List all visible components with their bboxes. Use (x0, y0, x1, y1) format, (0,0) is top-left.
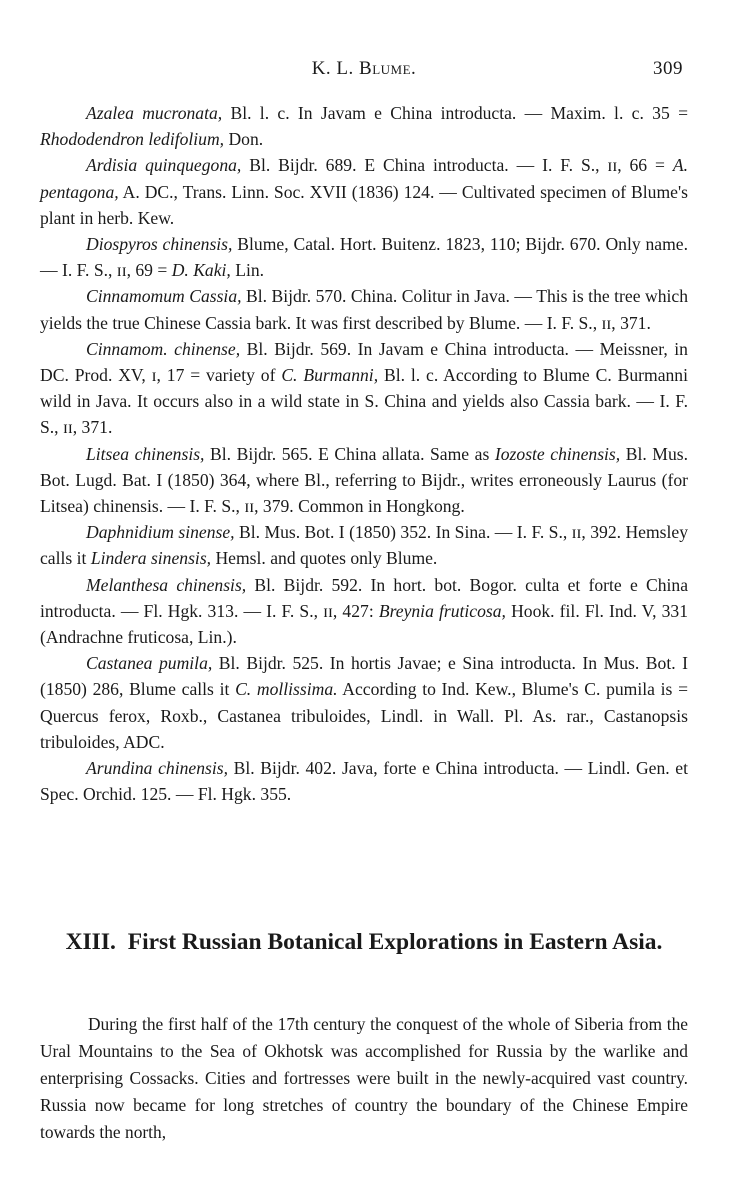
section-number: XIII. (65, 929, 116, 955)
species-name: Litsea chinensis, (86, 443, 205, 464)
species-entry (40, 650, 688, 755)
species-name: Ardisia quinquegona, (86, 155, 242, 176)
species-synonym: D. Kaki, (171, 260, 231, 281)
species-entry (40, 231, 688, 283)
species-name: Cinnamomum Cassia, (86, 286, 242, 307)
running-head-title: K. L. Blume. (311, 58, 417, 79)
species-entry (40, 283, 688, 335)
entry-text: Bl. Bijdr. 592. In hort. bot. Bogor. culta et forte e China introducta. — Fl. Hgk. 313. — I. F. S., ɪɪ, 427: (40, 574, 689, 621)
species-name: Castanea pumila, (86, 653, 213, 674)
species-synonym: Breynia fruticosa, (378, 600, 506, 621)
entry-text: Blume, Catal. Hort. Buitenz. 1823, 110; Bijdr. 670. Only name. — I. F. S., ɪɪ, 69 = (40, 234, 688, 281)
species-entry (40, 519, 688, 571)
species-name: Arundina chinensis, (86, 758, 228, 779)
book-page (40, 0, 688, 1200)
running-head (40, 58, 688, 86)
entry-text-continued: Bl. Mus. Bot. Lugd. Bat. I (1850) 364, where Bl., referring to Bijdr., writes erroneously Laurus (for Litsea) chinensis. — I. F. S., ɪɪ, 379. Common in Hongkong. (40, 443, 688, 517)
entry-text: Bl. Mus. Bot. I (1850) 352. In Sina. — I. F. S., ɪɪ, 392. Hemsley calls it (40, 522, 689, 569)
entry-text: Bl. Bijdr. 689. E China introducta. — I. F. S., ɪɪ, 66 = (241, 155, 673, 176)
species-synonym: Lindera sinensis, (90, 548, 212, 569)
entry-text-continued: Lin. (230, 260, 265, 281)
species-synonym: Rhododendron ledifolium, (40, 129, 225, 150)
species-entries (40, 100, 688, 807)
species-synonym: Iozoste chinensis, (494, 443, 621, 464)
entry-text-continued: Hemsl. and quotes only Blume. (211, 548, 438, 569)
entry-text: Bl. Bijdr. 565. E China allata. Same as (204, 443, 495, 464)
species-synonym: C. Burmanni, (281, 365, 379, 386)
page-number: 309 (653, 58, 683, 79)
species-entry (40, 100, 688, 152)
intro-paragraph: During the first half of the 17th century the conquest of the whole of Siberia from the Ural Mountains to the Sea of Okhotsk was accomplished for Russia by the warlike and enterprising Cossacks. Cities and fortresses were built in the newly-acquired vast country. Russia now became for long stretches of country the boundary of the Chinese Empire towards the north, (40, 1014, 688, 1142)
entry-text-continued: Don. (224, 129, 264, 150)
entry-text-continued: According to Ind. Kew., Blume's C. pumila is = Quercus ferox, Roxb., Castanea tribuloides, Lindl. in Wall. Pl. As. rar., Castanopsis tribuloides, ADC. (40, 679, 688, 752)
species-entry (40, 755, 688, 807)
entry-text-continued: Bl. l. c. According to Blume C. Burmanni wild in Java. It occurs also in a wild state in S. China and yields also Cassia bark. — I. F. S., ɪɪ, 371. (40, 365, 688, 438)
entry-text: Bl. Bijdr. 402. Java, forte e China introducta. — Lindl. Gen. et Spec. Orchid. 125. — Fl. Hgk. 355. (40, 758, 688, 805)
section-title: First Russian Botanical Explorations in Eastern Asia. (127, 929, 663, 955)
species-name: Cinnamom. chinense, (86, 338, 241, 359)
species-name: Diospyros chinensis, (86, 234, 233, 255)
species-synonym: A. pentagona, (40, 155, 688, 202)
entry-text: Bl. Bijdr. 525. In hortis Javae; e Sina introducta. In Mus. Bot. I (1850) 286, Blume calls it (40, 653, 688, 700)
entry-text: Bl. l. c. In Javam e China introducta. — Maxim. l. c. 35 = (222, 103, 688, 123)
species-entry (40, 152, 688, 231)
entry-text-continued: A. DC., Trans. Linn. Soc. XVII (1836) 124. — Cultivated specimen of Blume's plant in herb. Kew. (40, 181, 688, 228)
species-synonym: C. mollissima. (235, 679, 338, 700)
species-entry (40, 572, 688, 651)
section-heading (40, 928, 688, 957)
species-entry (40, 441, 688, 520)
entry-text: Bl. Bijdr. 570. China. Colitur in Java. — This is the tree which yields the true Chinese Cassia bark. It was first described by Blume. — I. F. S., ɪɪ, 371. (40, 286, 688, 333)
species-entry (40, 336, 688, 441)
entry-text: Bl. Bijdr. 569. In Javam e China introducta. — Meissner, in DC. Prod. XV, ɪ, 17 = variety of (40, 338, 688, 386)
species-name: Daphnidium sinense, (86, 522, 235, 543)
species-name: Melanthesa chinensis, (86, 574, 247, 595)
entry-text-continued: Hook. fil. Fl. Ind. V, 331 (Andrachne fruticosa, Lin.). (40, 600, 689, 648)
species-name: Azalea mucronata, (86, 103, 223, 123)
